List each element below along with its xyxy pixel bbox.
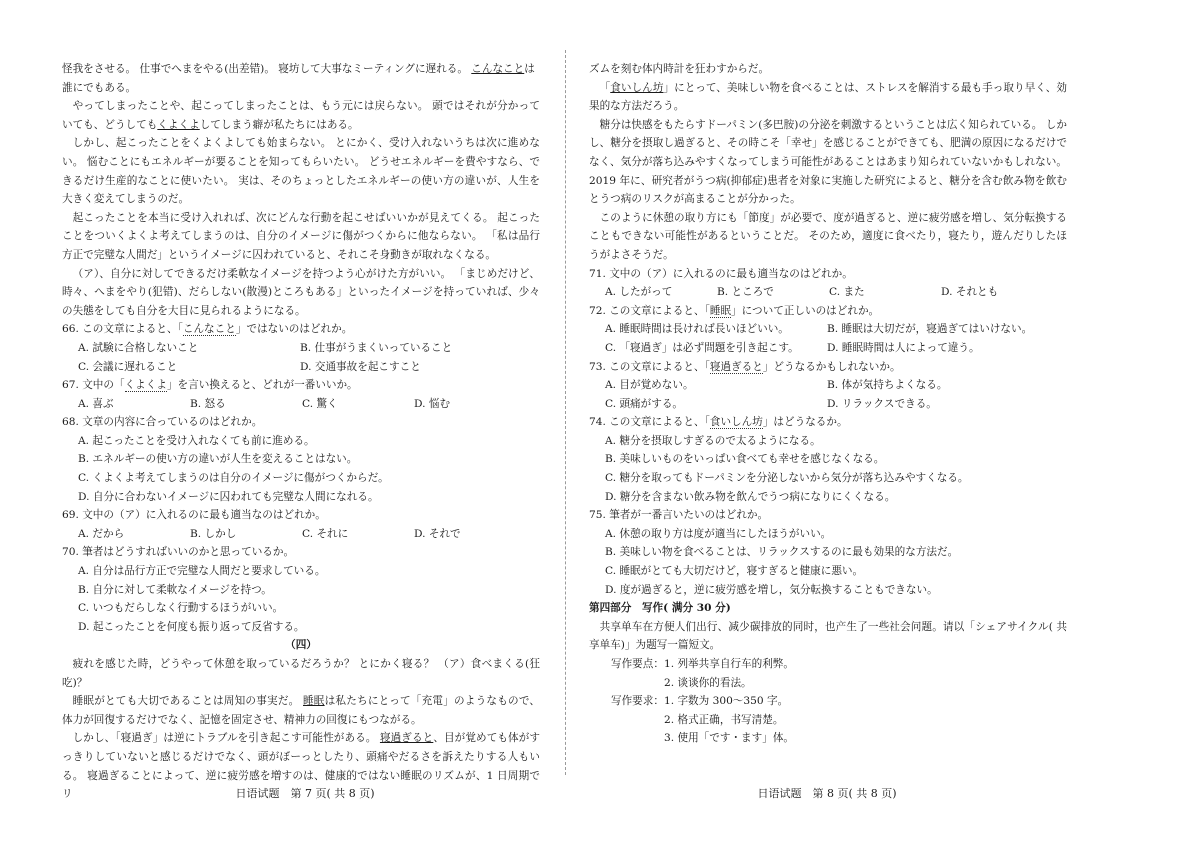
passage4-food [589, 79, 1067, 116]
option-d: D. リラックスできる。 [827, 397, 937, 410]
text: 66. この文章によると、「 [62, 323, 183, 336]
text: 67. 文中の「 [62, 379, 125, 392]
option-b: B. ところで [717, 286, 774, 299]
q73-options-row2 [589, 395, 1067, 414]
underlined-ref: こんなこと [182, 323, 236, 336]
option-a: A. 糖分を摂取しすぎるので太るようになる。 [605, 434, 821, 447]
text: は私たちにとって「充電」のようなもので、体力が回復するだけでなく、記憶を固定させ、精神力の回復にもつながる。 [62, 695, 541, 726]
option-b: B. エネルギーの使い方の違いが人生を変えることはない。 [78, 453, 358, 466]
text: は誰にでもある。 [62, 63, 535, 94]
option-c: C. 睡眠がとても大切だけど，寝すぎると健康に悪い。 [605, 565, 864, 578]
passage3-p5: （ア）、自分に対してできるだけ柔軟なイメージを持つよう心がけた方がいい。 「まじめだけど、時々、へまをやり(犯错)、だらしない(散漫)ところもある」といったイメージを持っていれば、少々の失態をしても自分を大目に見られるようになる。 [62, 267, 540, 317]
option-b: B. しかし [190, 527, 237, 540]
writing-prompt: 共享单车在方便人们出行、减少碳排放的同时，也产生了一些社会问题。请以「シェアサイクル( 共享单车)」为题写一篇短文。 [589, 620, 1067, 652]
question-74 [589, 413, 1067, 432]
text: 74. この文章によると、「 [589, 416, 710, 429]
writing-requirements-2: 2. 格式正确，书写清楚。 [664, 713, 784, 726]
text: 72. この文章によると、「 [589, 304, 710, 317]
question-73 [589, 358, 1067, 377]
q73-options-row1 [589, 376, 1067, 395]
option-b: B. 美味しいものをいっぱい食べても幸せを感じなくなる。 [605, 453, 885, 466]
passage4-p1: 疲れを感じた時，どうやって休憩を取っているだろうか？ とにかく寝る？ （ア）食べまくる(狂吃)？ [62, 658, 540, 689]
text: 」はどうなるか。 [762, 416, 848, 429]
text: 「 [599, 81, 611, 94]
option-a: A. 自分は品行方正で完璧な人間だと要求している。 [78, 565, 326, 578]
option-a: A. 喜ぶ [78, 397, 114, 410]
underlined-ref: くよくよ [124, 379, 167, 392]
passage3-p2 [62, 97, 540, 134]
option-b: B. 仕事がうまくいっていること [300, 341, 453, 354]
option-c: C. それに [302, 527, 349, 540]
underlined-ref: 寝過ぎると [709, 360, 763, 373]
option-d: D. 交通事故を起こすこと [300, 360, 421, 373]
question-67 [62, 376, 540, 395]
option-b: B. 怒る [190, 397, 226, 410]
question-70: 70. 筆者はどうすればいいのかと思っているか。 [62, 546, 295, 559]
text: 73. この文章によると、「 [589, 360, 710, 373]
underlined-kuishinbo: 食いしん坊 [610, 81, 664, 94]
text: 、目が覚めても体がすっきりしていないと感じるだけでなく、頭がぼーっとしたり、頭痛やだるさを訴えたりする人もいる。 寝過ぎることによって、逆に疲労感を増すのは、健康的ではない睡眠のリズムが、1 日周期でリ [62, 732, 541, 801]
page-footer-7: 日语试题 第 7 页( 共 8 页) [235, 787, 375, 800]
option-d: D. それで [414, 527, 461, 540]
option-c: C. 会議に遅れること [78, 360, 178, 373]
option-a: A. 試験に合格しないこと [78, 341, 199, 354]
option-d: D. それとも [941, 286, 999, 299]
underlined-ref: 睡眠 [709, 304, 732, 317]
text: 」どうなるかもしれないか。 [762, 360, 901, 373]
writing-requirements-3: 3. 使用「です・ます」体。 [664, 732, 795, 745]
q66-options-row2 [62, 358, 540, 377]
option-b: B. 自分に対して柔軟なイメージを持つ。 [78, 583, 272, 596]
option-c: C. いつもだらしなく行動するほうがいい。 [78, 602, 284, 615]
page-footer-8: 日语试题 第 8 页( 共 8 页) [757, 787, 897, 800]
passage4-continued: ズムを刻む体内時計を狂わすからだ。 [589, 63, 770, 75]
option-b: B. 美味しい物を食べることは、リラックスするのに最も効果的な方法だ。 [605, 546, 959, 559]
option-c: C. 頭痛がする。 [605, 397, 684, 410]
q72-options-row1 [589, 320, 1067, 339]
underlined-suimin: 睡眠 [303, 695, 325, 708]
passage4-conclusion: このように休憩の取り方にも「節度」が必要で、度が過ぎると、逆に疲労感を増し、気分転換することもできない可能性があるということだ。 そのため，適度に食べたり，寝たり，遊んだりしたほうがよさそうだ。 [589, 211, 1067, 261]
passage3-p1 [62, 60, 540, 97]
option-d: D. 糖分を含まない飲み物を飲んでうつ病になりにくくなる。 [605, 490, 896, 503]
passage4-sugar: 糖分は快感をもたらすドーパミン(多巴胺)の分泌を刺激するということは広く知られている。 しかし、糖分を摂取し過ぎると、その時こそ「幸せ」を感じることができても、肥満の原因になるだけでなく、気分が落ち込みやすくなってしまう可能性があることはあまり知られていないかもしれない。 2019 年に、研究者がうつ病(抑郁症)患者を対象に実施した研究によると、糖分を含む飲み物を飲むとうつ病のリスクが高まることが分かった。 [589, 118, 1067, 206]
question-72 [589, 302, 1067, 321]
text: 」にとって、美味しい物を食べることは、ストレスを解消する最も手っ取り早く、効果的な方法だろう。 [589, 81, 1068, 113]
section-4-heading: （四） [285, 639, 317, 652]
left-column [62, 60, 540, 804]
q69-options [62, 525, 540, 544]
option-c: C. 糖分を取ってもドーパミンを分泌しないから気分が落ち込みやすくなる。 [605, 472, 969, 485]
passage3-p4: 起こったことを本当に受け入れれば、次にどんな行動を起こせばいいかが見えてくる。 起こったことをついくよくよ考えてしまうのは、自分のイメージに傷がつくからに他ならない。 「私は品行方正で完璧な人間だ」というイメージに囚われていると、それこそ身動きが取れなくなる。 [62, 211, 540, 261]
option-b: B. 体が気持ちよくなる。 [827, 379, 948, 392]
passage3-p3: しかし、起こったことをくよくよしても始まらない。 とにかく、受け入れないうちは次に進めない。 悩むことにもエネルギーが要ることを知ってもらいたい。 どうせエネルギーを費やすなら、できるだけ生産的なことに使いたい。 実は、そのちょっとしたエネルギーの使い方の違いが、人生を大きく変えてしまうのだ。 [62, 137, 540, 206]
option-c: C. くよくよ考えてしまうのは自分のイメージに傷がつくからだ。 [78, 472, 389, 485]
option-c: C. また [829, 286, 865, 299]
question-66 [62, 320, 540, 339]
part-4-heading: 第四部分 写作( 满分 30 分) [589, 602, 731, 615]
option-a: A. 睡眠時間は長ければ長いほどいい。 [605, 323, 789, 336]
question-75: 75. 筆者が一番言いたいのはどれか。 [589, 509, 769, 522]
text: 」ではないのはどれか。 [235, 323, 353, 336]
question-69: 69. 文中の（ア）に入れるのに最も適当なのはどれか。 [62, 509, 326, 522]
underlined-kuyokuyo: くよくよ [157, 118, 200, 131]
underlined-nesugiru: 寝過ぎると [379, 732, 434, 745]
text: やってしまったことや、起こってしまったことは、もう元には戻らない。 頭ではそれが分かっていても、どうしても [62, 100, 540, 131]
right-column [589, 60, 1067, 748]
text: 」を言い換えると、どれが一番いいか。 [166, 379, 358, 392]
passage4-p2 [62, 692, 540, 729]
option-d: D. 起こったことを何度も振り返って反省する。 [78, 620, 305, 633]
option-d: D. 自分に合わないイメージに囚われても完璧な人間になれる。 [78, 490, 379, 503]
writing-points-1: 写作要点：1. 列举共享自行车的利弊。 [611, 658, 794, 670]
text: 」について正しいのはどれか。 [731, 304, 880, 317]
option-a: A. 起こったことを受け入れなくても前に進める。 [78, 434, 315, 447]
text: してしまう癖が私たちにはある。 [199, 118, 359, 131]
question-68: 68. 文章の内容に合っているのはどれか。 [62, 416, 263, 429]
option-b: B. 睡眠は大切だが，寝過ぎてはいけない。 [827, 323, 1033, 336]
underlined-ref: 食いしん坊 [709, 416, 763, 429]
text: 怪我をさせる。 仕事でへまをやる(出差错)。 寝坊して大事なミーティングに遅れる。 [62, 63, 472, 75]
q72-options-row2 [589, 339, 1067, 358]
option-c: C. 驚く [302, 397, 338, 410]
option-d: D. 度が過ぎると，逆に疲労感を増し，気分転換することもできない。 [605, 583, 938, 596]
q67-options [62, 395, 540, 414]
option-a: A. 目が覚めない。 [605, 379, 694, 392]
option-a: A. 休憩の取り方は度が適当にしたほうがいい。 [605, 527, 832, 540]
writing-points-2: 2. 谈谈你的看法。 [664, 676, 752, 689]
option-d: D. 睡眠時間は人によって違う。 [827, 341, 980, 354]
option-c: C. 「寝過ぎ」は必ず問題を引き起こす。 [605, 341, 799, 354]
underlined-konnakoto: こんなこと [471, 63, 525, 75]
text: しかし、「寝過ぎ」は逆にトラブルを引き起こす可能性がある。 [72, 732, 380, 745]
option-a: A. したがって [605, 286, 673, 299]
option-a: A. だから [78, 527, 125, 540]
text: 睡眠がとても大切であることは周知の事実だ。 [72, 695, 303, 708]
writing-requirements-1: 写作要求：1. 字数为 300～350 字。 [611, 695, 789, 708]
option-d: D. 悩む [414, 397, 451, 410]
question-71: 71. 文中の（ア）に入れるのに最も適当なのはどれか。 [589, 267, 853, 280]
q66-options-row1 [62, 339, 540, 358]
q71-options [589, 283, 1067, 302]
column-divider [565, 50, 566, 775]
